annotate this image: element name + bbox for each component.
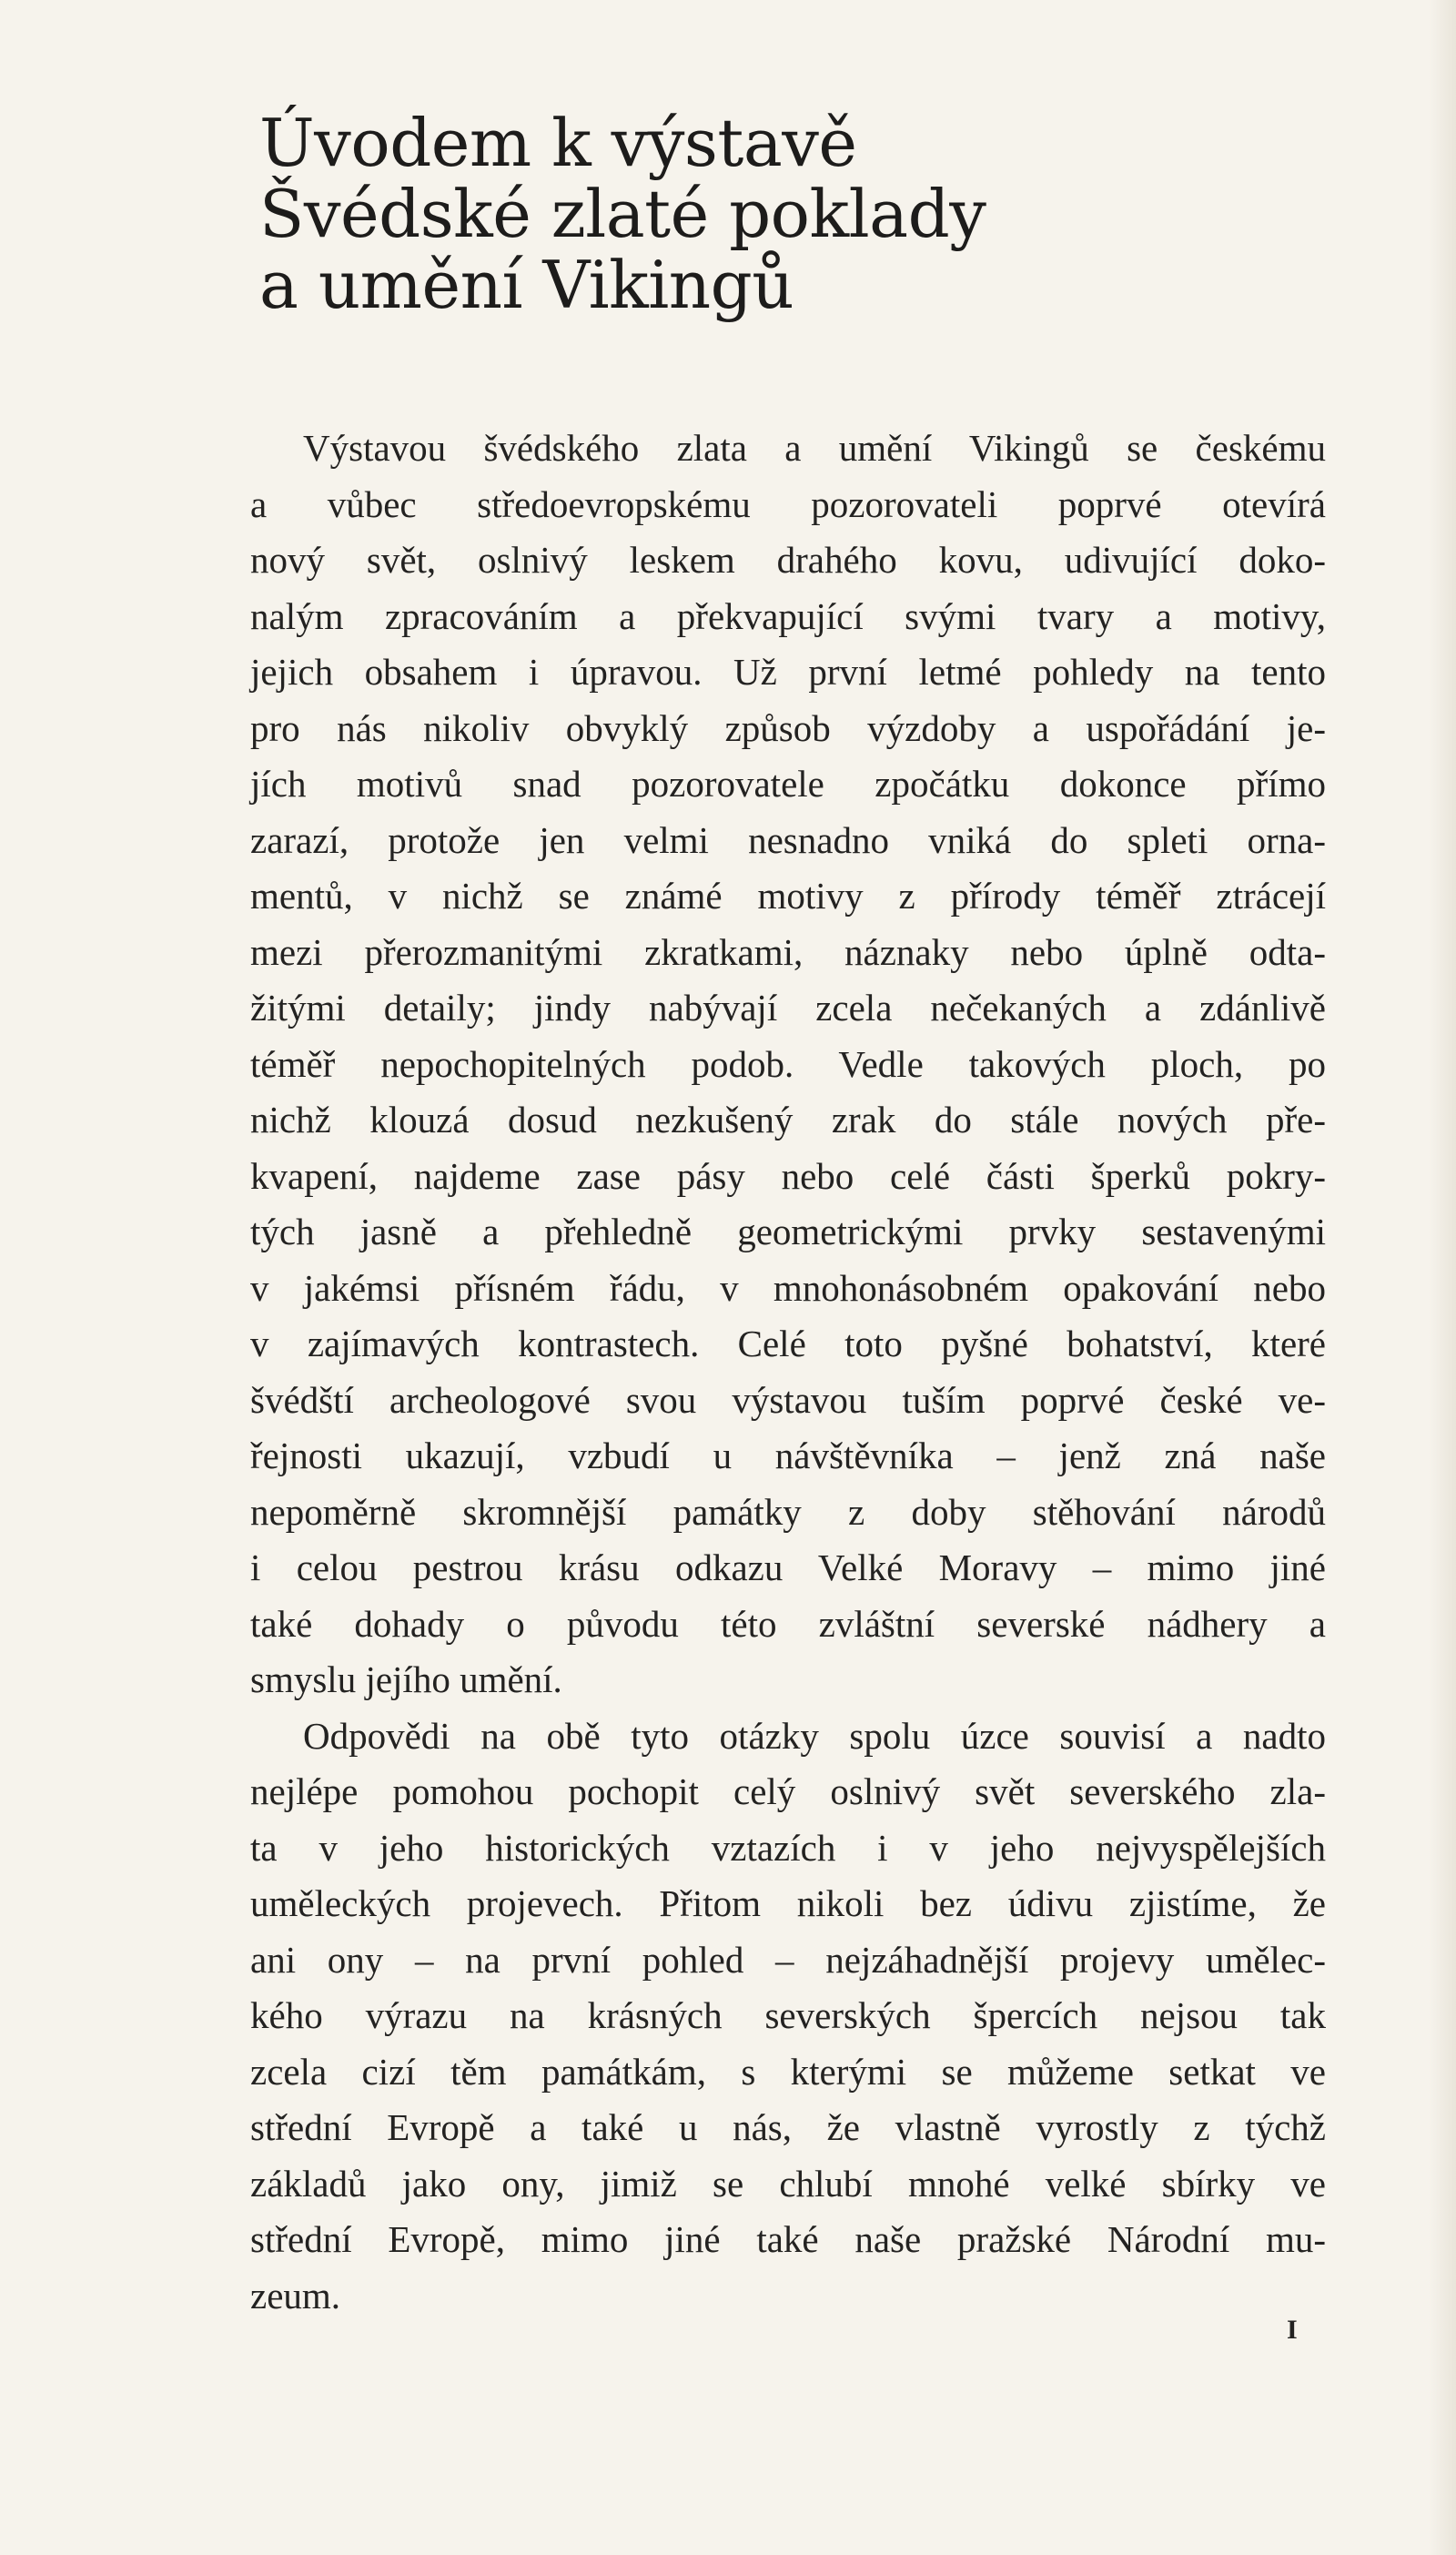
text-line: zarazí, protože jen velmi nesnadno vniká do spleti orna- [250, 818, 1326, 861]
text-line: tých jasně a přehledně geometrickými prvky sestavenými [250, 1211, 1326, 1252]
text-line: i celou pestrou krásu odkazu Velké Moravy – mimo jiné [250, 1546, 1326, 1588]
text-line: téměř nepochopitelných podob. Vedle takových ploch, po [250, 1042, 1326, 1085]
text-line: jích motivů snad pozorovatele zpočátku dokonce přímo [250, 763, 1326, 805]
text-line: uměleckých projevech. Přitom nikoli bez údivu zjistíme, že [250, 1882, 1326, 1924]
text-line: ani ony – na první pohled – nejzáhadnější projevy umělec- [250, 1938, 1326, 1981]
text-line: a vůbec středoevropskému pozorovateli poprvé otevírá [250, 482, 1326, 525]
text-line: smyslu jejího umění. [250, 1658, 562, 1700]
page-title [259, 105, 1242, 323]
title-line: Švédské zlaté poklady [259, 176, 986, 252]
text-line: zeum. [250, 2274, 341, 2317]
text-line: kvapení, najdeme zase pásy nebo celé části šperků pokry- [250, 1154, 1326, 1197]
page-number: I [1287, 2315, 1298, 2345]
text-line: švédští archeologové svou výstavou tuším poprvé české ve- [250, 1378, 1326, 1421]
text-line: v jakémsi přísném řádu, v mnohonásobném opakování nebo [250, 1266, 1326, 1309]
text-line: základů jako ony, jimiž se chlubí mnohé velké sbírky ve [250, 2162, 1326, 2205]
text-line: nichž klouzá dosud nezkušený zrak do stále nových pře- [250, 1099, 1326, 1141]
text-line: jejich obsahem i úpravou. Už první letmé pohledy na tento [250, 651, 1326, 693]
text-line: Odpovědi na obě tyto otázky spolu úzce souvisí a nadto [303, 1714, 1326, 1757]
title-line: a umění Vikingů [259, 247, 794, 323]
text-line: střední Evropě, mimo jiné také naše pražské Národní mu- [250, 2218, 1326, 2260]
text-line: v zajímavých kontrastech. Celé toto pyšné bohatství, které [250, 1323, 1326, 1364]
text-line: nalým zpracováním a překvapující svými tvary a motivy, [250, 594, 1326, 637]
text-line: nový svět, oslnivý leskem drahého kovu, udivující doko- [250, 539, 1326, 581]
text-line: ta v jeho historických vztazích i v jeho nejvyspělejších [250, 1826, 1326, 1869]
text-line: nejlépe pomohou pochopit celý oslnivý svět severského zla- [250, 1770, 1326, 1812]
text-line: pro nás nikoliv obvyklý způsob výzdoby a uspořádání je- [250, 706, 1326, 749]
text-line: střední Evropě a také u nás, že vlastně vyrostly z týchž [250, 2106, 1326, 2148]
paragraph-1 [250, 421, 1326, 1708]
text-line: nepoměrně skromnější památky z doby stěhování národů [250, 1490, 1326, 1533]
text-line: mezi přerozmanitými zkratkami, náznaky nebo úplně odta- [250, 930, 1326, 973]
text-line: řejnosti ukazují, vzbudí u návštěvníka – jenž zná naše [250, 1435, 1326, 1476]
text-line: žitými detaily; jindy nabývají zcela nečekaných a zdánlivě [250, 987, 1326, 1029]
body-text [250, 421, 1326, 2324]
text-line: kého výrazu na krásných severských špercích nejsou tak [250, 1994, 1326, 2036]
text-line: mentů, v nichž se známé motivy z přírody téměř ztrácejí [250, 875, 1326, 917]
text-line: zcela cizí těm památkám, s kterými se můžeme setkat ve [250, 2050, 1326, 2093]
text-line: Výstavou švédského zlata a umění Vikingů se českému [303, 427, 1326, 469]
title-line: Úvodem k výstavě [259, 105, 857, 181]
text-line: také dohady o původu této zvláštní severské nádhery a [250, 1602, 1326, 1645]
paragraph-2 [250, 1708, 1326, 2325]
page-edge-shadow [1429, 0, 1456, 2555]
